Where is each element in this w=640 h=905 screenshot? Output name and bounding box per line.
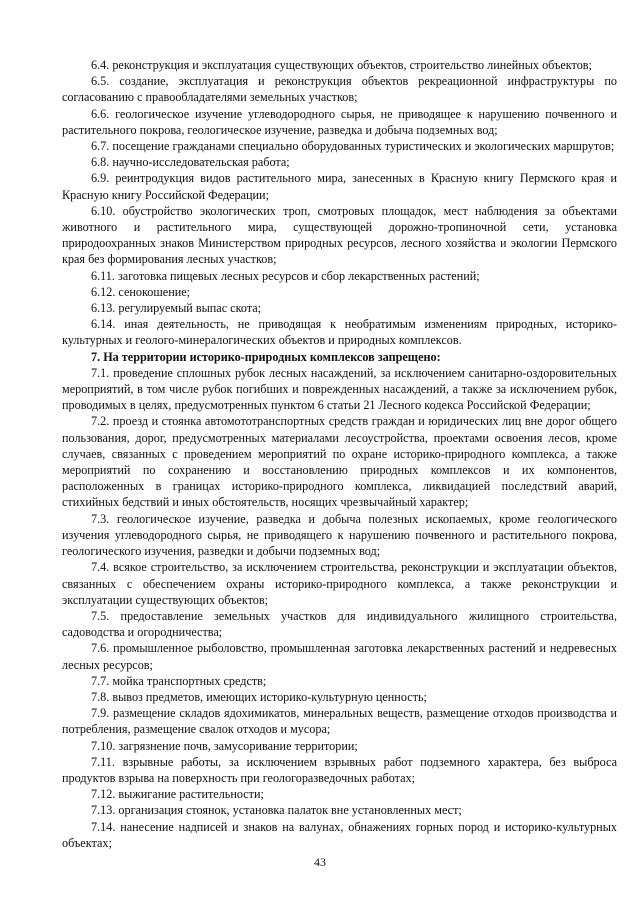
clause-7-5: 7.5. предоставление земельных участков для индивидуального жилищного строительства, садоводства и огородничества;	[62, 608, 617, 640]
clause-7-12: 7.12. выжигание растительности;	[91, 787, 264, 802]
clause-6-8: 6.8. научно-исследовательская работа;	[91, 155, 290, 170]
clause-6-4: 6.4. реконструкция и эксплуатация существующих объектов, строительство линейных объектов;	[91, 58, 592, 72]
clause-7-6: 7.6. промышленное рыболовство, промышленная заготовка лекарственных растений и недревесных лесных ресурсов;	[62, 641, 617, 672]
clause-6-7: 6.7. посещение гражданами специально оборудованных туристических и экологических маршрутов;	[91, 139, 615, 154]
document-body	[62, 57, 617, 851]
clause-7-14: 7.14. нанесение надписей и знаков на валунах, обнажениях горных пород и историко-культурных объектах;	[62, 819, 617, 850]
clause-7-7: 7.7. мойка транспортных средств;	[91, 673, 267, 688]
clause-6-14: 6.14. иная деятельность, не приводящая к необратимым изменениям природных, историко-культурных и геолого-минералогических объектов и природных комплексов.	[62, 317, 617, 348]
clause-7-3: 7.3. геологическое изучение, разведка и добыча полезных ископаемых, кроме геологического изучения углеводородного сырья, не приводящего к нарушению почвенного и растительного покрова, геологического изучения, разведки и добычи подземных вод;	[62, 511, 617, 559]
section-7-heading: 7. На территории историко-природных комплексов запрещено:	[91, 349, 441, 364]
clause-7-11: 7.11. взрывные работы, за исключением взрывных работ подземного характера, без выброса продуктов взрыва на поверхность при геологоразведочных работах;	[62, 754, 617, 785]
clause-7-1: 7.1. проведение сплошных рубок лесных насаждений, за исключением санитарно-оздоровительных мероприятий, в том числе рубок погибших и поврежденных насаждений, а также за исключением рубок, проводимых в целях, предусмотренных пунктом 6 статьи 21 Лесного кодекса Российской Федерации;	[62, 365, 617, 413]
clause-7-2: 7.2. проезд и стоянка автомототранспортных средств граждан и юридических лиц вне дорог общего пользования, дорог, предусмотренных материалами лесоустройства, проектами освоения лесов, кроме случаев, связанных с проведением мероприятий по охране историко-природного комплекса, а также мероприятий по сохранению и восстановлению природных комплексов и их компонентов, расположенных в границах историко-природного комплекса, ликвидацией последствий аварий, стихийных бедствий и иных обстоятельств, носящих чрезвычайный характер;	[62, 414, 617, 510]
clause-6-6: 6.6. геологическое изучение углеводородного сырья, не приводящее к нарушению почвенного и растительного покрова, геологическое изучение, разведка и добыча подземных вод;	[62, 106, 617, 137]
clause-7-9: 7.9. размещение складов ядохимикатов, минеральных веществ, размещение отходов производства и потребления, размещение свалок отходов и мусора;	[62, 706, 617, 737]
clause-6-10: 6.10. обустройство экологических троп, смотровых площадок, мест наблюдения за объектами животного и растительного мира, существующей дорожно-тропиночной сети, установка природоохранных знаков Министерством природных ресурсов, лесного хозяйства и экологии Пермского края без формирования лесных участков;	[62, 203, 617, 267]
clause-7-8: 7.8. вывоз предметов, имеющих историко-культурную ценность;	[91, 689, 427, 704]
clause-6-9: 6.9. реинтродукция видов растительного мира, занесенных в Красную книгу Пермского края и Красную книгу Российской Федерации;	[62, 171, 617, 202]
page-number: 43	[314, 855, 326, 869]
clause-7-13: 7.13. организация стоянок, установка палаток вне установленных мест;	[91, 803, 462, 818]
clause-6-12: 6.12. сенокошение;	[91, 284, 191, 299]
clause-7-10: 7.10. загрязнение почв, замусоривание территории;	[91, 738, 358, 753]
clause-6-11: 6.11. заготовка пищевых лесных ресурсов и сбор лекарственных растений;	[91, 268, 480, 283]
clause-7-4: 7.4. всякое строительство, за исключением строительства, реконструкции и эксплуатации объектов, связанных с обеспечением охраны историко-природного комплекса, а также реконструкции и эксплуатации существующих объектов;	[62, 560, 617, 607]
clause-6-13: 6.13. регулируемый выпас скота;	[91, 301, 262, 316]
clause-6-5: 6.5. создание, эксплуатация и реконструкция объектов рекреационной инфраструктуры по согласованию с правообладателями земельных участков;	[62, 74, 617, 105]
